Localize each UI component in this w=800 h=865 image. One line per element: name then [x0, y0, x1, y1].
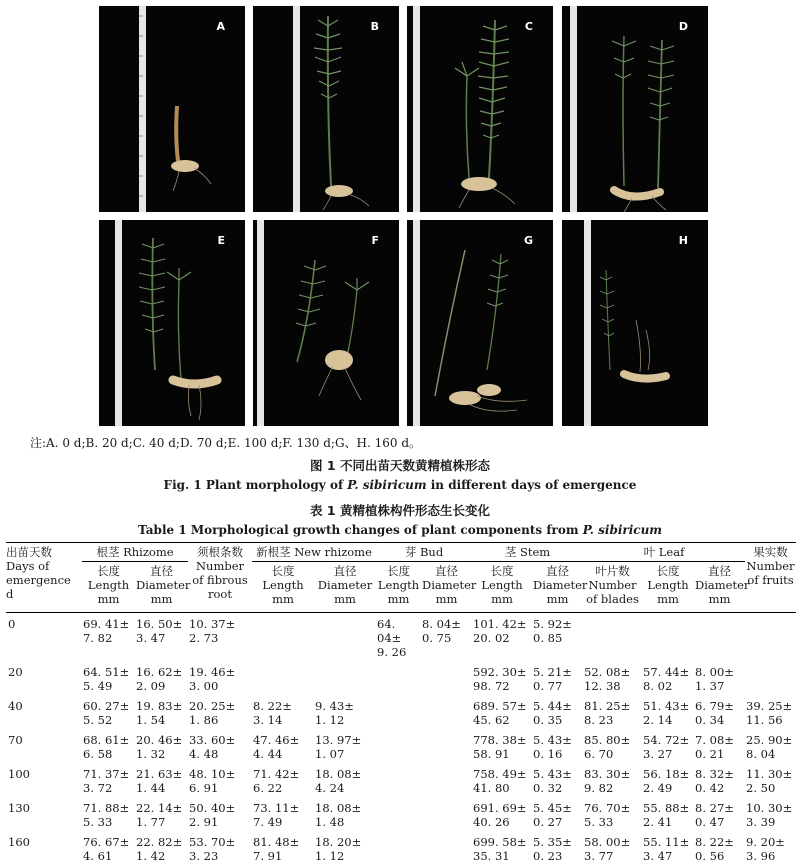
- figure-caption-en-species: P. sibiricum: [347, 478, 427, 492]
- cell-leaf-diameter: 6. 79± 0. 34: [695, 699, 734, 727]
- panel-label-c: C: [524, 20, 533, 33]
- cell-stem-diameter: 5. 21± 0. 77: [533, 665, 572, 693]
- panel-label-b: B: [370, 20, 379, 33]
- cell-stem-diameter: 5. 92± 0. 85: [533, 617, 572, 645]
- photo-panel-g: [407, 220, 553, 426]
- cell-leaf-diameter: 7. 08± 0. 21: [695, 733, 734, 761]
- cell-rhizome-diameter: 20. 46± 1. 32: [136, 733, 183, 761]
- header-fibrous-root: 须根条数 Number of fibrous root: [188, 543, 252, 613]
- cell-bud-length: [376, 763, 421, 797]
- cell-fruits: 9. 20± 3. 96: [745, 831, 796, 865]
- cell-stem-length: 699. 58± 35. 31: [472, 831, 532, 865]
- cell-leaf-length: [642, 613, 694, 662]
- table-row: [6, 797, 796, 831]
- cell-bud-diameter: [421, 763, 472, 797]
- cell-bud-length: [376, 729, 421, 763]
- cell-stem-diameter: 5. 45± 0. 27: [533, 801, 572, 829]
- cell-new-rhizome-diameter: 18. 08± 4. 24: [315, 767, 362, 795]
- cell-leaf-length: 54. 72± 3. 27: [643, 733, 690, 761]
- cell-fibrous-root: 20. 25± 1. 86: [189, 699, 236, 727]
- panel-label-h: H: [678, 234, 688, 247]
- figure-caption-en: [0, 478, 800, 492]
- cell-leaf-length: 57. 44± 8. 02: [643, 665, 690, 693]
- cell-leaf-length: 51. 43± 2. 14: [643, 699, 690, 727]
- subheader-leaf-diameter: 直径 Diameter mm: [694, 562, 745, 613]
- header-days: 出苗天数 Days of emergence d: [6, 543, 82, 613]
- cell-stem-length: 778. 38± 58. 91: [473, 733, 527, 761]
- plant-photo-e: [99, 220, 245, 426]
- cell-bud-length: 64. 04± 9. 26: [377, 617, 407, 659]
- cell-rhizome-length: 68. 61± 6. 58: [83, 733, 130, 761]
- cell-new-rhizome-diameter: 13. 97± 1. 07: [315, 733, 362, 761]
- cell-bud-diameter: [421, 831, 472, 865]
- plant-photo-d: [562, 6, 708, 212]
- photo-panel-d: [562, 6, 708, 212]
- cell-fruits: 25. 90± 8. 04: [746, 733, 793, 761]
- panel-label-a: A: [216, 20, 225, 33]
- table-body: [6, 613, 796, 865]
- plant-photo-f: [253, 220, 399, 426]
- table-row: [6, 661, 796, 695]
- cell-rhizome-diameter: 19. 83± 1. 54: [136, 699, 183, 727]
- cell-fibrous-root: 19. 46± 3. 00: [189, 665, 236, 693]
- header-fruits: 果实数 Number of fruits: [745, 543, 796, 613]
- table-title-en-prefix: Table 1 Morphological growth changes of plant components from: [138, 523, 583, 537]
- cell-leaf-diameter: 8. 22± 0. 56: [694, 831, 745, 865]
- cell-new-rhizome-length: 8. 22± 3. 14: [253, 699, 292, 727]
- panel-label-g: G: [523, 234, 533, 247]
- table-row: [6, 613, 796, 662]
- header-rhizome: 根茎 Rhizome: [82, 543, 188, 562]
- header-leaf: 叶 Leaf: [583, 543, 745, 562]
- cell-fibrous-root: 10. 37± 2. 73: [189, 617, 236, 645]
- cell-leaf-diameter: 8. 32± 0. 42: [695, 767, 734, 795]
- cell-days: 40: [8, 699, 23, 713]
- cell-new-rhizome-diameter: 9. 43± 1. 12: [315, 699, 354, 727]
- cell-fruits: [745, 661, 796, 695]
- cell-new-rhizome-length: 47. 46± 4. 44: [253, 733, 300, 761]
- photo-panel-f: [253, 220, 399, 426]
- subheader-leaf-length: 长度 Length mm: [642, 562, 694, 613]
- cell-stem-diameter: 5. 43± 0. 16: [533, 733, 572, 761]
- cell-leaf-length: 55. 88± 2. 41: [643, 801, 690, 829]
- cell-new-rhizome-diameter: 18. 20± 1. 12: [314, 831, 376, 865]
- cell-rhizome-length: 71. 37± 3. 72: [83, 767, 130, 795]
- cell-leaf-length: 55. 11± 3. 47: [642, 831, 694, 865]
- plant-photo-c: [407, 6, 553, 212]
- cell-leaf-length: 56. 18± 2. 49: [643, 767, 690, 795]
- cell-days: 130: [8, 801, 30, 815]
- figure-note: 注:A. 0 d;B. 20 d;C. 40 d;D. 70 d;E. 100 d;F. 130 d;G、H. 160 d。: [30, 436, 422, 450]
- cell-days: 70: [8, 733, 23, 747]
- cell-new-rhizome-diameter: [314, 661, 376, 695]
- panel-label-d: D: [678, 20, 688, 33]
- header-stem: 茎 Stem: [472, 543, 583, 562]
- cell-fibrous-root: 50. 40± 2. 91: [189, 801, 236, 829]
- subheader-leaf-blades: 叶片数 Number of blades: [583, 562, 642, 613]
- cell-leaf-diameter: [694, 613, 745, 662]
- table-row: [6, 729, 796, 763]
- cell-new-rhizome-length: 71. 42± 6. 22: [253, 767, 300, 795]
- cell-bud-length: [376, 661, 421, 695]
- cell-bud-diameter: [421, 797, 472, 831]
- cell-rhizome-length: 76. 67± 4. 61: [82, 831, 135, 865]
- cell-leaf-blades: 58. 00± 3. 77: [583, 831, 642, 865]
- figure-1-photo-grid: [99, 6, 708, 426]
- cell-stem-length: 592. 30± 98. 72: [473, 665, 527, 693]
- subheader-rhizome-length: 长度 Length mm: [82, 562, 135, 613]
- cell-stem-length: 689. 57± 45. 62: [473, 699, 527, 727]
- cell-stem-length: 101. 42± 20. 02: [473, 617, 527, 645]
- plant-photo-a: [99, 6, 245, 212]
- cell-rhizome-length: 64. 51± 5. 49: [83, 665, 130, 693]
- cell-stem-length: 691. 69± 40. 26: [473, 801, 527, 829]
- cell-leaf-blades: 52. 08± 12. 38: [584, 665, 631, 693]
- cell-stem-length: 758. 49± 41. 80: [473, 767, 527, 795]
- cell-leaf-diameter: 8. 27± 0. 47: [695, 801, 734, 829]
- photo-panel-h: [562, 220, 708, 426]
- table-title-cn: 表 1 黄精植株构件形态生长变化: [310, 503, 490, 518]
- subheader-stem-length: 长度 Length mm: [472, 562, 532, 613]
- panel-label-f: F: [371, 234, 379, 247]
- cell-rhizome-diameter: 22. 14± 1. 77: [136, 801, 183, 829]
- cell-bud-diameter: [421, 661, 472, 695]
- cell-days: 100: [8, 767, 30, 781]
- panel-label-e: E: [217, 234, 225, 247]
- cell-stem-diameter: 5. 43± 0. 32: [533, 767, 572, 795]
- plant-photo-b: [253, 6, 399, 212]
- subheader-bud-diameter: 直径 Diameter mm: [421, 562, 472, 613]
- figure-caption-en-prefix: Fig. 1 Plant morphology of: [163, 478, 348, 492]
- cell-leaf-blades: 83. 30± 9. 82: [584, 767, 631, 795]
- cell-fruits: 11. 30± 2. 50: [746, 767, 793, 795]
- cell-bud-length: [376, 695, 421, 729]
- table-row: [6, 763, 796, 797]
- table-row: [6, 831, 796, 865]
- cell-rhizome-diameter: 16. 62± 2. 09: [136, 665, 183, 693]
- cell-new-rhizome-length: [252, 613, 314, 662]
- header-new-rhizome: 新根茎 New rhizome: [252, 543, 376, 562]
- cell-new-rhizome-diameter: [314, 613, 376, 662]
- cell-new-rhizome-diameter: 18. 08± 1. 48: [315, 801, 362, 829]
- cell-bud-diameter: [421, 729, 472, 763]
- cell-leaf-blades: [583, 613, 642, 662]
- cell-bud-diameter: 8. 04± 0. 75: [422, 617, 461, 645]
- cell-leaf-blades: 76. 70± 5. 33: [584, 801, 631, 829]
- cell-days: 160: [6, 831, 82, 865]
- subheader-bud-length: 长度 Length mm: [376, 562, 421, 613]
- subheader-new-rhizome-diameter: 直径 Diameter mm: [314, 562, 376, 613]
- cell-rhizome-length: 71. 88± 5. 33: [83, 801, 130, 829]
- cell-fruits: 39. 25± 11. 56: [746, 699, 793, 727]
- plant-photo-h: [562, 220, 708, 426]
- table-title-en: [0, 523, 800, 537]
- cell-leaf-blades: 81. 25± 8. 23: [584, 699, 631, 727]
- cell-rhizome-diameter: 22. 82± 1. 42: [135, 831, 188, 865]
- cell-fibrous-root: 33. 60± 4. 48: [189, 733, 236, 761]
- cell-new-rhizome-length: 73. 11± 7. 49: [253, 801, 300, 829]
- cell-stem-diameter: 5. 44± 0. 35: [533, 699, 572, 727]
- cell-fibrous-root: 53. 70± 3. 23: [188, 831, 252, 865]
- table-title-en-species: P. sibiricum: [582, 523, 662, 537]
- cell-stem-diameter: 5. 35± 0. 23: [532, 831, 583, 865]
- cell-rhizome-length: 60. 27± 5. 52: [83, 699, 130, 727]
- subheader-stem-diameter: 直径 Diameter mm: [532, 562, 583, 613]
- subheader-row: [6, 562, 796, 613]
- cell-days: 0: [8, 617, 16, 631]
- subheader-new-rhizome-length: 长度 Length mm: [252, 562, 314, 613]
- cell-rhizome-diameter: 21. 63± 1. 44: [136, 767, 183, 795]
- cell-rhizome-length: 69. 41± 7. 82: [83, 617, 130, 645]
- cell-new-rhizome-length: [252, 661, 314, 695]
- figure-caption-cn: 图 1 不同出苗天数黄精植株形态: [310, 458, 490, 473]
- cell-fruits: 10. 30± 3. 39: [746, 801, 793, 829]
- subheader-rhizome-diameter: 直径 Diameter mm: [135, 562, 188, 613]
- cell-bud-diameter: [421, 695, 472, 729]
- cell-rhizome-diameter: 16. 50± 3. 47: [136, 617, 183, 645]
- cell-days: 20: [8, 665, 23, 679]
- header-bud: 芽 Bud: [376, 543, 472, 562]
- photo-panel-c: [407, 6, 553, 212]
- table-row: [6, 695, 796, 729]
- photo-panel-b: [253, 6, 399, 212]
- figure-caption-en-suffix: in different days of emergence: [426, 478, 637, 492]
- morphology-table: [6, 542, 796, 865]
- photo-panel-e: [99, 220, 245, 426]
- cell-leaf-blades: 85. 80± 6. 70: [584, 733, 631, 761]
- cell-fruits: [745, 613, 796, 662]
- cell-new-rhizome-length: 81. 48± 7. 91: [252, 831, 314, 865]
- cell-leaf-diameter: 8. 00± 1. 37: [695, 665, 734, 693]
- photo-panel-a: [99, 6, 245, 212]
- cell-bud-length: [376, 831, 421, 865]
- cell-fibrous-root: 48. 10± 6. 91: [189, 767, 236, 795]
- cell-bud-length: [376, 797, 421, 831]
- plant-photo-g: [407, 220, 553, 426]
